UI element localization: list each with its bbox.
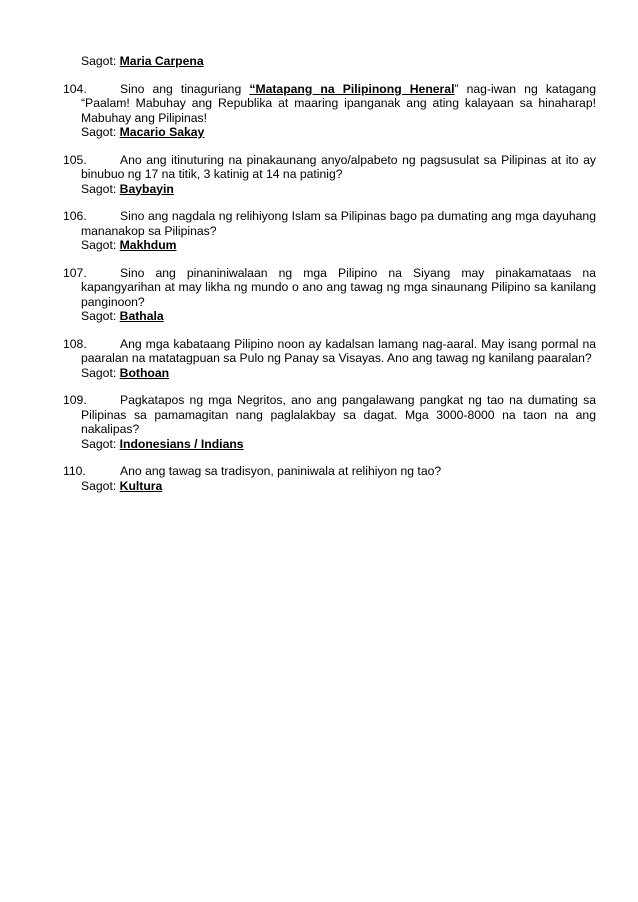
question-107 xyxy=(63,266,596,324)
answer-line xyxy=(63,437,596,452)
document-content xyxy=(63,54,596,493)
question-text-before: Sino ang tinaguriang xyxy=(120,81,250,96)
question-text xyxy=(63,464,596,479)
question-highlight: “Matapang na Pilipinong Heneral xyxy=(249,81,455,96)
answer-text: Indonesians / Indians xyxy=(119,436,244,451)
question-body: Sino ang nagdala ng relihiyong Islam sa Pilipinas bago pa dumating ang mga dayuhang mananakop sa Pilipinas? xyxy=(81,209,596,238)
answer-text: Maria Carpena xyxy=(119,54,204,68)
question-body: Pagkatapos ng mga Negritos, ano ang pangalawang pangkat ng tao na dumating sa Pilipinas sa pamamagitan nang paglalakbay sa dagat. Mga 3000-8000 na taon na ang nakalipas? xyxy=(81,393,596,436)
answer-text: Baybayin xyxy=(119,181,174,196)
question-number: 104. xyxy=(63,81,87,96)
question-number: 107. xyxy=(63,265,87,280)
answer-text: Kultura xyxy=(119,478,163,493)
question-number: 109. xyxy=(63,393,87,407)
answer-line xyxy=(63,125,596,140)
sagot-label: Sagot: xyxy=(81,125,117,139)
question-106 xyxy=(63,209,596,253)
question-body: Ano ang tawag sa tradisyon, paniniwala at relihiyon ng tao? xyxy=(120,464,442,478)
answer-line xyxy=(63,366,596,381)
answer-text: Bothoan xyxy=(119,365,170,380)
sagot-label: Sagot: xyxy=(81,436,117,451)
answer-text: Bathala xyxy=(119,309,164,323)
question-body: Sino ang pinaniniwalaan ng mga Pilipino na Siyang may pinakamataas na kapangyarihan at may likha ng mundo o ano ang tawag ng mga sinaunang Pilipino sa kanilang panginoon? xyxy=(81,265,596,309)
question-104 xyxy=(63,82,596,140)
question-number: 108. xyxy=(63,336,87,351)
question-body: Ang mga kabataang Pilipino noon ay kadalsan lamang nag-aaral. May isang pormal na paaralan na matatagpuan sa Pulo ng Panay sa Visayas. Ano ang tawag ng kanilang paaralan? xyxy=(81,336,596,365)
sagot-label: Sagot: xyxy=(81,365,117,380)
question-110 xyxy=(63,464,596,493)
question-body: Ano ang itinuturing na pinakaunang anyo/alpabeto ng pagsusulat sa Pilipinas at ito ay binubuo ng 17 na titik, 3 katinig at 14 na patinig? xyxy=(81,152,596,181)
question-108 xyxy=(63,337,596,381)
question-number: 105. xyxy=(63,152,87,167)
question-text xyxy=(63,153,596,182)
answer-text: Macario Sakay xyxy=(119,125,205,139)
question-text xyxy=(63,393,596,437)
sagot-label: Sagot: xyxy=(81,309,117,323)
answer-line-103 xyxy=(63,54,596,69)
sagot-label: Sagot: xyxy=(81,181,117,196)
question-text xyxy=(63,209,596,238)
answer-line xyxy=(63,182,596,197)
answer-line xyxy=(63,238,596,253)
answer-line xyxy=(63,309,596,324)
sagot-label: Sagot: xyxy=(81,54,117,68)
answer-text: Makhdum xyxy=(119,238,177,252)
question-number: 110. xyxy=(63,464,86,478)
question-text xyxy=(63,266,596,310)
question-number: 106. xyxy=(63,209,87,223)
question-text xyxy=(63,82,596,126)
question-109 xyxy=(63,393,596,451)
question-text xyxy=(63,337,596,366)
question-105 xyxy=(63,153,596,197)
answer-line xyxy=(63,479,596,494)
sagot-label: Sagot: xyxy=(81,238,117,252)
sagot-label: Sagot: xyxy=(81,478,117,493)
question-text-after: ” nag-iwan ng katagang “Paalam! Mabuhay ang Republika at maaring ipanganak ang ating kalayaan sa hinaharap! Mabuhay ang Pilipinas! xyxy=(81,81,596,125)
